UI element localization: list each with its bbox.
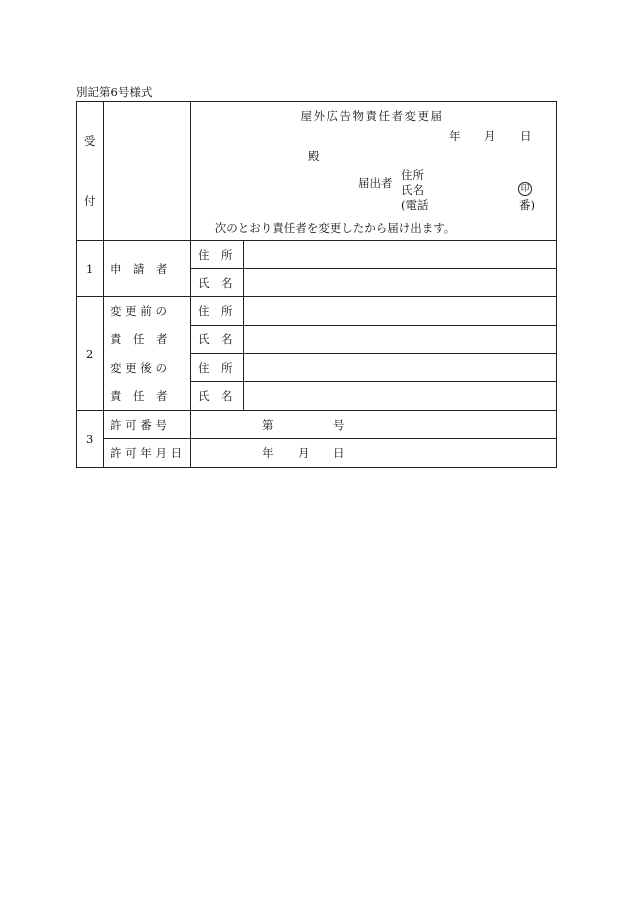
seal-mark: 印	[518, 182, 532, 196]
submission-statement: 次のとおり責任者を変更したから届け出ます。	[214, 221, 456, 235]
applicant-label: 届出者	[358, 176, 393, 190]
row1-number: 1	[86, 262, 94, 276]
form-label: 別記第6号様式	[76, 85, 153, 99]
header-date-month: 月	[484, 129, 496, 143]
row1-divider	[190, 268, 557, 269]
permit-number-label: 許 可 番 号	[110, 418, 167, 432]
table-left-border	[76, 101, 77, 467]
applicant-address-label: 住所	[401, 168, 424, 182]
table-top-border	[76, 101, 557, 102]
row1-bottom-border	[76, 296, 557, 297]
before-responsible-line2: 責 任 者	[110, 332, 168, 346]
after-responsible-line2: 責 任 者	[110, 389, 168, 403]
header-date-year: 年	[449, 129, 461, 143]
header-bottom-border	[76, 240, 557, 241]
phone-open: (電話	[401, 198, 429, 212]
table-right-border	[556, 101, 557, 467]
row3-number: 3	[86, 432, 94, 446]
after-address-label: 住 所	[198, 361, 233, 375]
addressee-suffix: 殿	[308, 149, 320, 163]
permit-date-year: 年	[262, 446, 274, 460]
permit-date-label: 許 可 年 月 日	[110, 446, 183, 460]
label-column-border	[190, 101, 191, 467]
before-name-label: 氏 名	[198, 332, 233, 346]
reception-char-2: 付	[84, 194, 96, 208]
permit-date-month: 月	[298, 446, 310, 460]
number-column-border	[103, 101, 104, 467]
row1-applicant-label: 申 請 者	[110, 262, 168, 276]
row2-number: 2	[86, 347, 94, 361]
after-responsible-line1: 変 更 後 の	[110, 361, 167, 375]
phone-close: 番)	[519, 198, 535, 212]
row1-address-label: 住 所	[198, 248, 233, 262]
row3-divider	[103, 438, 557, 439]
permit-number-prefix: 第	[262, 418, 274, 432]
field-label-column-border	[243, 240, 244, 410]
header-date-day: 日	[520, 129, 532, 143]
after-name-label: 氏 名	[198, 389, 233, 403]
row2-bottom-border	[76, 410, 557, 411]
before-address-label: 住 所	[198, 304, 233, 318]
permit-number-suffix: 号	[333, 418, 345, 432]
form-title: 屋外広告物責任者変更届	[300, 109, 444, 123]
row2-divider-c	[190, 381, 557, 382]
table-bottom-border	[76, 467, 557, 468]
row2-divider-a	[190, 325, 557, 326]
reception-char-1: 受	[84, 134, 96, 148]
before-responsible-line1: 変 更 前 の	[110, 304, 167, 318]
permit-date-day: 日	[333, 446, 345, 460]
row1-name-label: 氏 名	[198, 276, 233, 290]
row2-divider-b	[190, 353, 557, 354]
applicant-name-label: 氏名	[401, 183, 424, 197]
